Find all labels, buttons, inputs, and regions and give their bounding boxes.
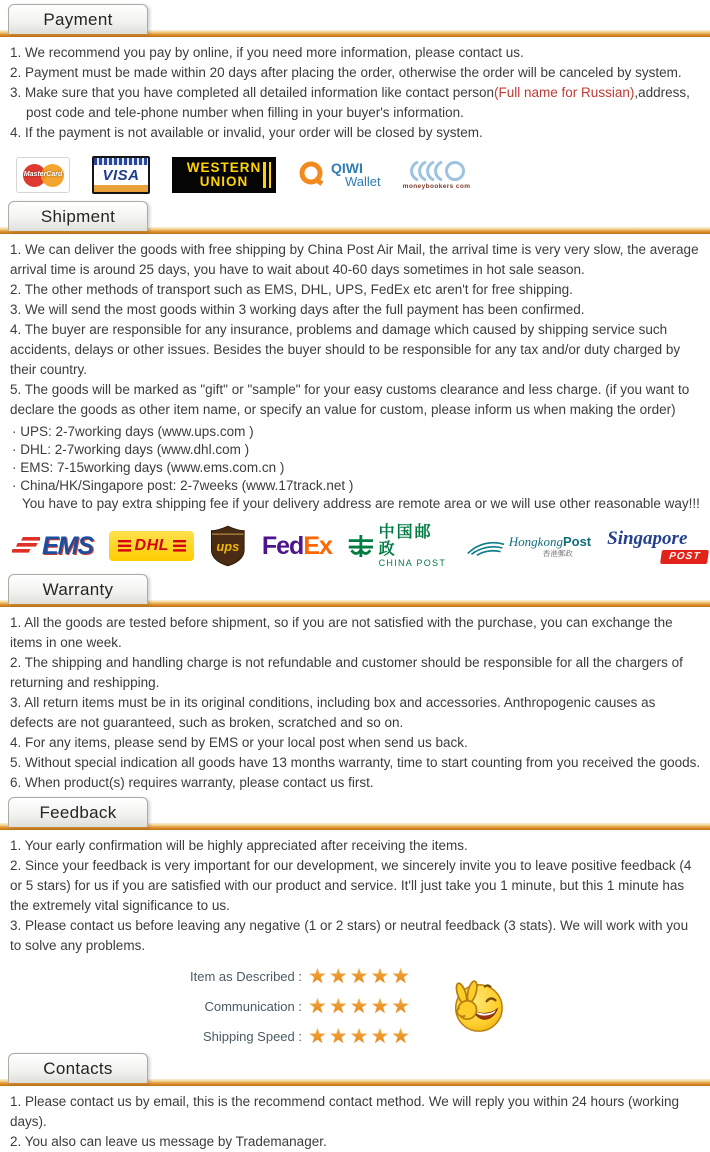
rating-row-communication: [150, 994, 412, 1019]
western-union-line2: UNION: [199, 174, 249, 189]
contacts-item-1: 1. Please contact us by email, this is the recommend contact method. We will reply you within 24 hours (working days).: [10, 1094, 680, 1129]
dhl-right-stripes-icon: [173, 540, 186, 552]
shipment-item-2: 2. The other methods of transport such as EMS, DHL, UPS, FedEx etc aren't for free shipping.: [10, 282, 573, 297]
warranty-item-6: 6. When product(s) requires warranty, please contact us first.: [10, 775, 374, 790]
visa-top-band: [94, 158, 148, 165]
section-header-shipment: [0, 199, 710, 235]
mastercard-label: MasterCard: [23, 171, 63, 178]
singapore-post-badge: POST: [660, 550, 709, 564]
payment-text: [10, 43, 702, 143]
five-stars-icon: ★★★★★: [308, 1024, 413, 1048]
fedex-logo-icon: [262, 532, 332, 561]
tab-feedback: [8, 797, 148, 827]
rating-rows: [150, 964, 412, 1049]
payment-item-1: 1. We recommend you pay by online, if you need more information, please contact us.: [10, 45, 524, 60]
china-post-text: [379, 524, 450, 568]
hongkong-post-name: [509, 535, 591, 549]
china-post-en-label: CHINA POST: [378, 558, 447, 568]
china-post-cn-label: 中国邮政: [378, 524, 433, 558]
shipment-courier-list: [12, 423, 702, 495]
payment-item-3: [10, 83, 702, 123]
ems-stripes-icon: [12, 535, 40, 557]
shipment-text: [10, 240, 702, 420]
tab-warranty: [8, 574, 148, 604]
shipment-item-5: 5. The goods will be marked as "gift" or "sample" for your easy customs clearance and less charge. (if you want to declare the goods as other item name, or specify an value for custom, please inform us when making the order): [10, 382, 690, 417]
payment-item-4: 4. If the payment is not available or invalid, your order will be closed by system.: [10, 125, 483, 140]
fedex-fed-label: Fed: [261, 531, 304, 560]
warranty-item-5: 5. Without special indication all goods have 13 months warranty, time to start counting from you received the goods.: [10, 755, 701, 770]
ups-label: ups: [216, 538, 240, 554]
payment-item-3-post: ,address, post code and tele-phone number when filling in your buyer's information.: [26, 85, 690, 120]
five-stars-icon: ★★★★★: [308, 994, 413, 1018]
dhl-logo-icon: [109, 531, 194, 561]
ems-logo-icon: [12, 532, 93, 561]
qiwi-label-2: Wallet: [345, 174, 381, 189]
payment-item-2: 2. Payment must be made within 20 days after placing the order, otherwise the order will be canceled by system.: [10, 65, 682, 80]
china-post-logo-icon: [348, 524, 450, 568]
western-union-bars: [263, 162, 271, 188]
shipment-item-1: 1. We can deliver the goods with free shipping by China Post Air Mail, the arrival time is very very slow, the average arrival time is around 25 days, you have to wait about 40-60 days sometimes in hot sale season.: [10, 242, 699, 277]
moneybookers-label: moneybookers com: [402, 183, 471, 190]
shipment-remote-note: You have to pay extra shipping fee if your delivery address are remote area or we will use other reasonable way!!!: [22, 496, 700, 511]
mastercard-icon: [16, 157, 70, 193]
rating-label: Communication :: [204, 999, 302, 1014]
section-header-payment: [0, 2, 710, 38]
singapore-label: Singapore: [607, 528, 688, 549]
rating-row-shipping-speed: [150, 1024, 412, 1049]
fedex-ex-label: Ex: [303, 531, 332, 560]
ems-label: EMS: [42, 531, 94, 560]
section-header-warranty: [0, 572, 710, 608]
contacts-item-2: 2. You also can leave us message by Trademanager.: [10, 1134, 327, 1149]
shipment-bullet-ems: · EMS: 7-15working days (www.ems.com.cn ): [12, 460, 285, 475]
shipment-item-3: 3. We will send the most goods within 3 working days after the full payment has been confirmed.: [10, 302, 585, 317]
tab-shipment-label: Shipment: [40, 206, 116, 226]
moneybookers-icon: [403, 160, 471, 190]
visa-label: VISA: [102, 166, 140, 184]
hongkong-post-label: Post: [562, 533, 592, 549]
hongkong-post-swoosh-icon: [466, 538, 506, 558]
singapore-post-logo-icon: [607, 526, 710, 566]
tab-feedback-label: Feedback: [39, 802, 117, 822]
rating-label: Shipping Speed :: [202, 1029, 302, 1044]
warranty-item-2: 2. The shipping and handling charge is not refundable and customer should be responsible for all the chargers of returning and reshipping.: [10, 655, 683, 690]
ups-shield-icon: [210, 525, 246, 567]
hongkong-post-text: [509, 535, 591, 558]
tab-payment-label: Payment: [43, 9, 113, 29]
payment-item-3-red-note: (Full name for Russian): [494, 85, 635, 100]
qiwi-q-icon: [298, 160, 326, 190]
qiwi-label-1: QIWI: [331, 160, 363, 176]
china-post-emblem-icon: [348, 533, 374, 559]
shipment-bullet-post: · China/HK/Singapore post: 2-7weeks (www.17track.net ): [12, 478, 354, 493]
warranty-item-3: 3. All return items must be in its original conditions, including box and accessories. Anthropogenic causes as defects are not guaranteed, such as broken, scratched and so on.: [10, 695, 656, 730]
qiwi-text: [331, 161, 381, 189]
tab-shipment: [8, 201, 148, 231]
feedback-ratings: [150, 964, 710, 1049]
visa-icon: [92, 156, 150, 194]
victory-smiley-icon: [448, 978, 506, 1036]
tab-contacts-label: Contacts: [43, 1058, 113, 1078]
section-header-contacts: [0, 1051, 710, 1087]
rating-row-item-as-described: [150, 964, 412, 989]
five-stars-icon: ★★★★★: [308, 964, 413, 988]
payment-logos-row: [16, 156, 710, 194]
feedback-text: [10, 836, 702, 956]
hongkong-label: Hongkong: [508, 533, 563, 549]
payment-item-3-pre: 3. Make sure that you have completed all detailed information like contact person: [10, 85, 495, 100]
section-header-feedback: [0, 795, 710, 831]
feedback-item-2: 2. Since your feedback is very important for our development, we sincerely invite you to leave positive feedback (4 or 5 stars) for us if you are satisfied with our product and service. It'll just take you 1 minute, but this 1 minute has the extremely vital significance to us.: [10, 858, 692, 913]
western-union-line1: WESTERN: [186, 160, 262, 175]
shipment-bullet-ups: · UPS: 2-7working days (www.ups.com ): [12, 424, 254, 439]
rating-label: Item as Described :: [190, 969, 302, 984]
shipment-bullet-dhl: · DHL: 2-7working days (www.dhl.com ): [12, 442, 250, 457]
tab-contacts: [8, 1053, 148, 1083]
warranty-item-4: 4. For any items, please send by EMS or your local post when send us back.: [10, 735, 468, 750]
contacts-text: [10, 1092, 702, 1152]
dhl-label: DHL: [134, 537, 169, 554]
shipment-item-4: 4. The buyer are responsible for any insurance, problems and damage which caused by shipping service such accidents, delays or other issues. Besides the buyer should to be responsible for any tax and/or duty charged by their country.: [10, 322, 681, 377]
warranty-item-1: 1. All the goods are tested before shipment, so if you are not satisfied with the purchase, you can exchange the items in one week.: [10, 615, 673, 650]
hongkong-post-logo-icon: [466, 535, 591, 558]
hongkong-post-cn-label: 香港郵政: [542, 548, 573, 558]
feedback-item-1: 1. Your early confirmation will be highly appreciated after receiving the items.: [10, 838, 468, 853]
feedback-item-3: 3. Please contact us before leaving any negative (1 or 2 stars) or neutral feedback (3 stats). We will work with you to solve any problems.: [10, 918, 689, 953]
moneybookers-arcs-icon: [409, 160, 465, 182]
tab-payment: [8, 4, 148, 34]
shipping-logos-row: [12, 524, 710, 568]
tab-warranty-label: Warranty: [42, 579, 114, 599]
visa-bottom-band: [94, 185, 148, 192]
western-union-icon: [172, 157, 276, 193]
dhl-left-stripes-icon: [118, 540, 131, 552]
qiwi-wallet-icon: [298, 160, 381, 190]
warranty-text: [10, 613, 702, 793]
